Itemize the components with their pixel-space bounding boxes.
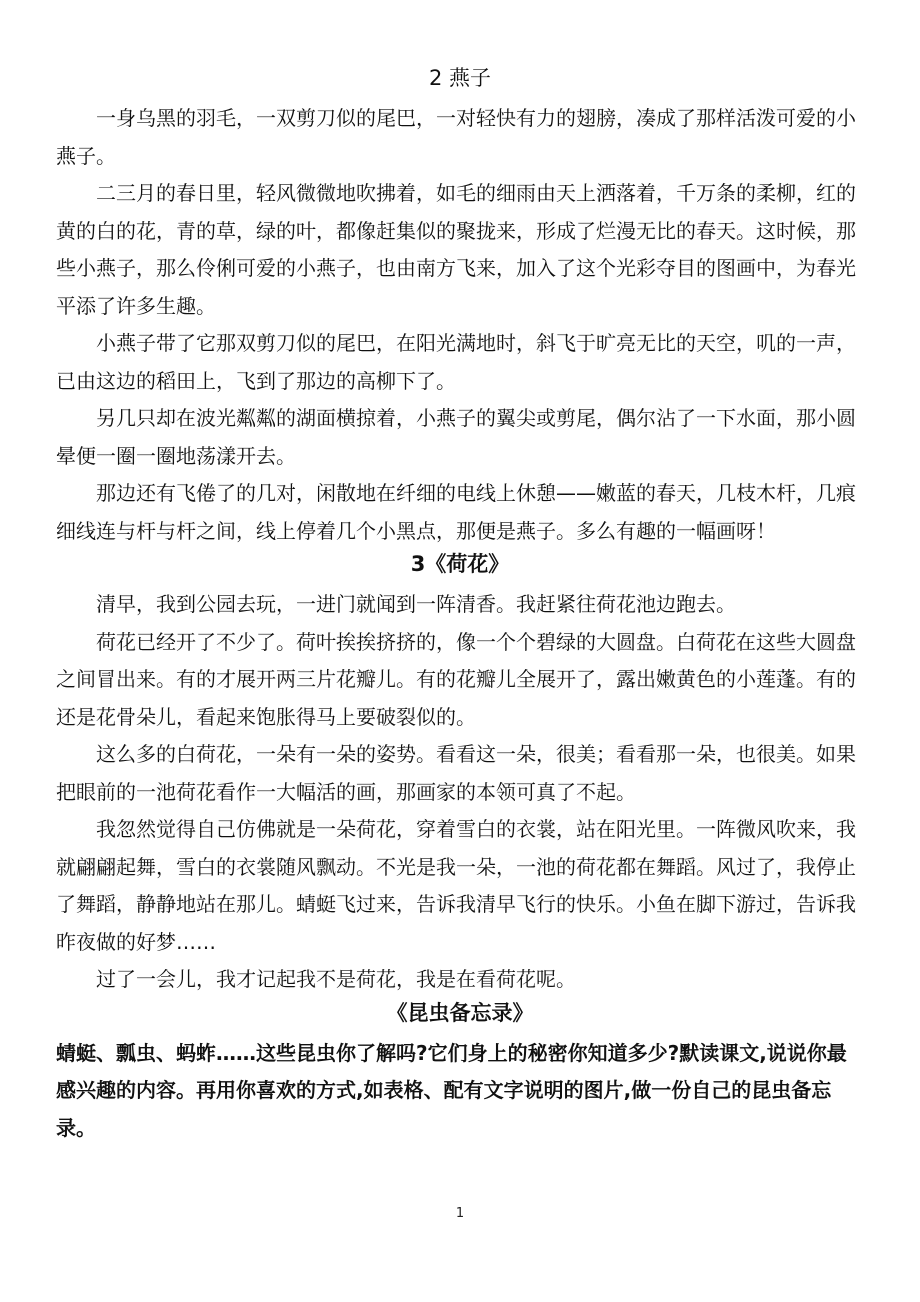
paragraph: 清早，我到公园去玩，一进门就闻到一阵清香。我赶紧往荷花池边跑去。	[96, 592, 736, 616]
paragraph: 过了一会儿，我才记起我不是荷花，我是在看荷花呢。	[96, 967, 576, 991]
page-number: 1	[455, 1206, 465, 1221]
paragraph: 另几只却在波光粼粼的湖面横掠着，小燕子的翼尖或剪尾，偶尔沾了一下水面，那小圆晕便一圈一圈地荡漾开去。	[56, 406, 856, 468]
paragraph: 这么多的白荷花，一朵有一朵的姿势。看看这一朵，很美；看看那一朵，也很美。如果把眼前的一池荷花看作一大幅活的画，那画家的本领可真了不起。	[56, 742, 856, 804]
paragraph: 荷花已经开了不少了。荷叶挨挨挤挤的，像一个个碧绿的大圆盘。白荷花在这些大圆盘之间冒出来。有的才展开两三片花瓣儿。有的花瓣儿全展开了，露出嫩黄色的小莲蓬。有的还是花骨朵儿，看起来饱胀得马上要破裂似的。	[56, 629, 856, 729]
lesson-title-swallow: 2 燕子	[428, 66, 492, 90]
paragraph: 我忽然觉得自己仿佛就是一朵荷花，穿着雪白的衣裳，站在阳光里。一阵微风吹来，我就翩翩起舞，雪白的衣裳随风飘动。不光是我一朵，一池的荷花都在舞蹈。风过了，我停止了舞蹈，静静地站在那儿。蜻蜓飞过来，告诉我清早飞行的快乐。小鱼在脚下游过，告诉我昨夜做的好梦……	[56, 817, 856, 954]
task-instruction: 蜻蜓、瓢虫、蚂蚱……这些昆虫你了解吗?它们身上的秘密你知道多少?默读课文,说说你最感兴趣的内容。再用你喜欢的方式,如表格、配有文字说明的图片,做一份自己的昆虫备忘录。	[56, 1040, 847, 1140]
paragraph: 一身乌黑的羽毛，一双剪刀似的尾巴，一对轻快有力的翅膀，凑成了那样活泼可爱的小燕子。	[56, 106, 856, 168]
paragraph: 二三月的春日里，轻风微微地吹拂着，如毛的细雨由天上洒落着，千万条的柔柳，红的黄的白的花，青的草，绿的叶，都像赶集似的聚拢来，形成了烂漫无比的春天。这时候，那些小燕子，那么伶俐可爱的小燕子，也由南方飞来，加入了这个光彩夺目的图画中，为春光平添了许多生趣。	[56, 181, 856, 318]
lesson-swallow	[56, 64, 864, 550]
document-body	[56, 64, 864, 1147]
lesson-title-insect-memo: 《昆虫备忘录》	[386, 1000, 534, 1025]
paragraph: 小燕子带了它那双剪刀似的尾巴，在阳光满地时，斜飞于旷亮无比的天空，叽的一声，已由这边的稻田上，飞到了那边的高柳下了。	[56, 331, 856, 393]
lesson-insect-memo	[56, 999, 864, 1148]
lesson-title-lotus: 3《荷花》	[410, 552, 510, 576]
lesson-lotus	[56, 550, 864, 999]
paragraph: 那边还有飞倦了的几对，闲散地在纤细的电线上休憩——嫩蓝的春天，几枝木杆，几痕细线连与杆与杆之间，线上停着几个小黑点，那便是燕子。多么有趣的一幅画呀！	[56, 481, 856, 543]
